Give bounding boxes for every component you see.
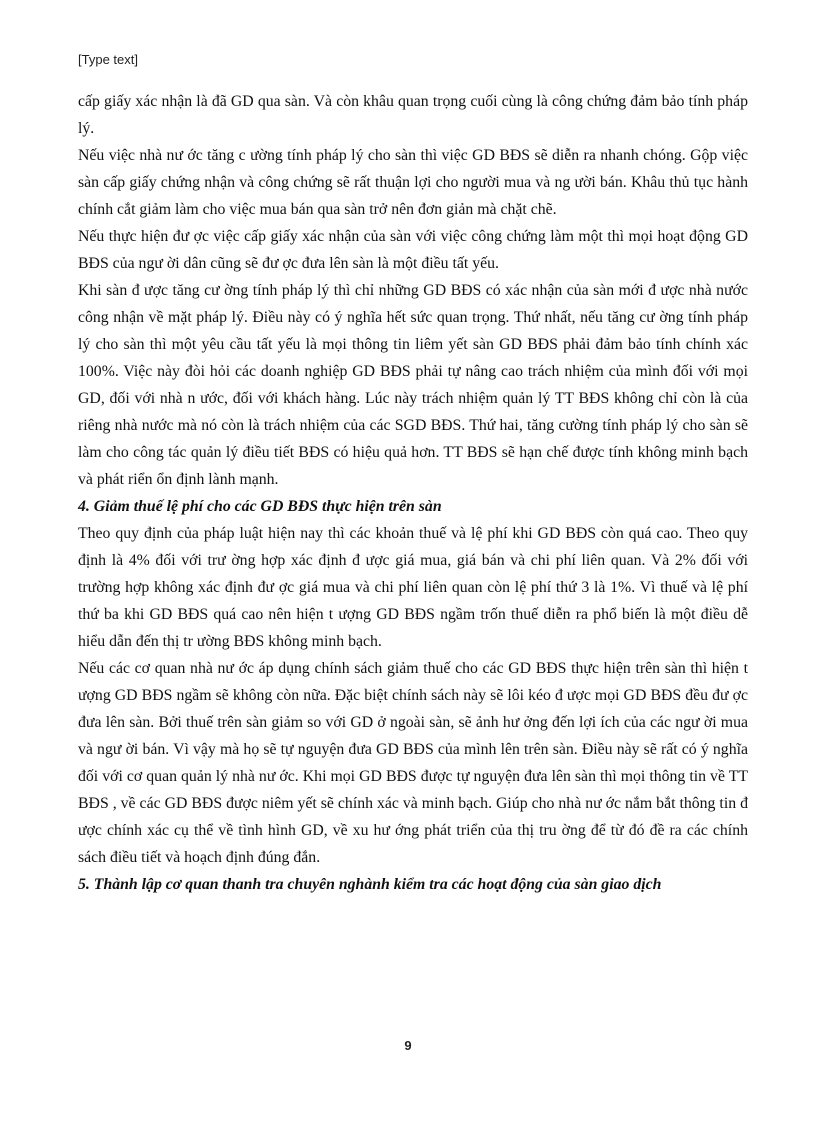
section-heading: 4. Giảm thuế lệ phí cho các GD BĐS thực hiện trên sàn — [78, 498, 442, 515]
paragraph: Nếu thực hiện đư ợc việc cấp giấy xác nhận của sàn với việc công chứng làm một thì mọi hoạt động GD BĐS của ngư ời dân cũng sẽ đư ợc đưa lên sàn là một điều tất yếu. — [78, 228, 748, 272]
paragraph: cấp giấy xác nhận là đã GD qua sàn. Và còn khâu quan trọng cuối cùng là công chứng đảm bảo tính pháp lý. — [78, 93, 748, 137]
paragraph: Nếu việc nhà nư ớc tăng c ường tính pháp lý cho sàn thì việc GD BĐS sẽ diễn ra nhanh chóng. Gộp việc sàn cấp giấy chứng nhận và công chứng sẽ rất thuận lợi cho người mua và ng ười bán. Khâu thủ tục hành chính cắt giảm làm cho việc mua bán qua sàn trở nên đơn giản mà chặt chẽ. — [78, 147, 748, 218]
section-heading: 5. Thành lập cơ quan thanh tra chuyên nghành kiểm tra các hoạt động của sàn giao dịch — [78, 876, 662, 893]
paragraph: Khi sàn đ ược tăng cư ờng tính pháp lý thì chỉ những GD BĐS có xác nhận của sàn mới đ ược nhà nước công nhận về mặt pháp lý. Điều này có ý nghĩa hết sức quan trọng. Thứ nhất, nếu tăng cư ờng tính pháp lý cho sàn thì một yêu cầu tất yếu là mọi thông tin liêm yết sàn GD BĐS phải đảm bảo tính chính xác 100%. Việc này đòi hỏi các doanh nghiệp GD BĐS phải tự nâng cao trách nhiệm của mình đối với mọi GD, đối với nhà n ước, đối với khách hàng. Lúc này trách nhiệm quản lý TT BĐS không chỉ còn là của riêng nhà nước mà nó còn là trách nhiệm của các SGD BĐS. Thứ hai, tăng cường tính pháp lý cho sàn sẽ làm cho công tác quản lý điều tiết BĐS có hiệu quả hơn. TT BĐS sẽ hạn chế được tính không minh bạch và phát riển ổn định lành mạnh. — [78, 282, 748, 488]
document-body — [78, 88, 748, 898]
page-header: [Type text] — [78, 52, 138, 67]
paragraph: Nếu các cơ quan nhà nư ớc áp dụng chính sách giảm thuế cho các GD BĐS thực hiện trên sàn thì hiện t ượng GD BĐS ngầm sẽ không còn nữa. Đặc biệt chính sách này sẽ lôi kéo đ ược mọi GD BĐS đều đư ợc đưa lên sàn. Bởi thuế trên sàn giảm so với GD ở ngoài sàn, sẽ ảnh hư ởng đến lợi ích của các ngư ời mua và ngư ời bán. Vì vậy mà họ sẽ tự nguyện đưa GD BĐS của mình lên trên sàn. Điều này sẽ rất có ý nghĩa đối với cơ quan quản lý nhà nư ớc. Khi mọi GD BĐS được tự nguyện đưa lên sàn thì mọi thông tin về TT BĐS , về các GD BĐS được niêm yết sẽ chính xác và minh bạch. Giúp cho nhà nư ớc nắm bắt thông tin đ ược chính xác cụ thể về tình hình GD, về xu hư ớng phát triển của thị tru ờng để từ đó đề ra các chính sách điều tiết và hoạch định đúng đắn. — [78, 660, 748, 866]
page-number: 9 — [404, 1038, 412, 1053]
paragraph: Theo quy định của pháp luật hiện nay thì các khoản thuế và lệ phí khi GD BĐS còn quá cao. Theo quy định là 4% đối với trư ờng hợp xác định đ ược giá mua, giá bán và chi phí liên quan. Và 2% đối với trường hợp không xác định đư ợc giá mua và chi phí liên quan còn lệ phí thứ 3 là 1%. Vì thuế và lệ phí thứ ba khi GD BĐS quá cao nên hiện t ượng GD BĐS ngầm trốn thuế diễn ra phổ biến là một điều dễ hiểu dẫn đến thị tr ường BĐS không minh bạch. — [78, 525, 748, 650]
